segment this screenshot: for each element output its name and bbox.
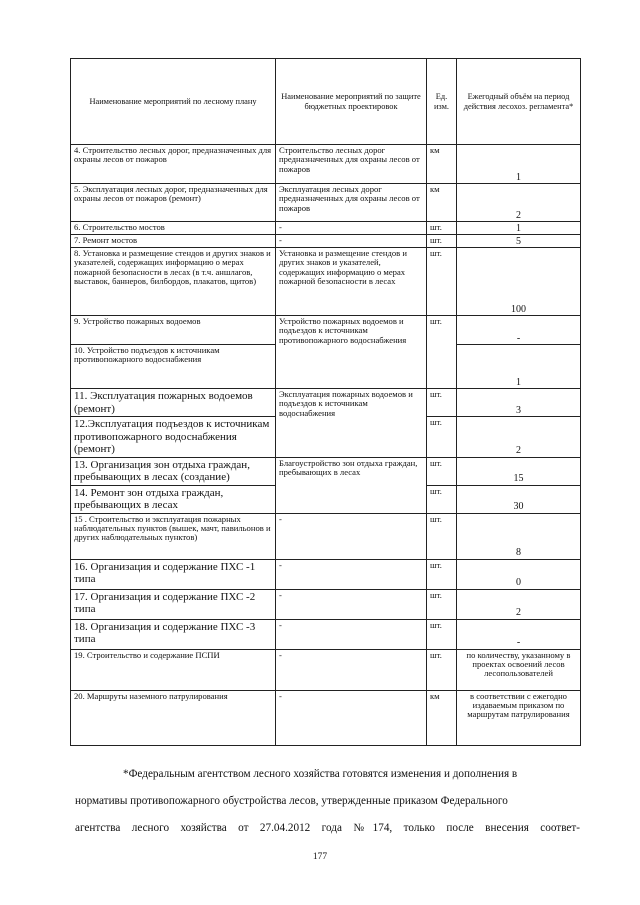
row-budget-measure: - <box>276 559 427 589</box>
row-budget-measure: Строительство лесных дорог предназначенных для охраны лесов от пожаров <box>276 145 427 184</box>
row-measure: 16. Организация и содержание ПХС -1 типа <box>71 559 276 589</box>
forest-fire-measures-table <box>70 58 581 746</box>
row-unit: шт. <box>427 389 457 417</box>
row-measure: 18. Организация и содержание ПХС -3 типа <box>71 619 276 649</box>
row-volume: 3 <box>457 389 581 417</box>
table-row <box>71 222 581 235</box>
row-budget-measure: - <box>276 649 427 690</box>
row-measure: 17. Организация и содержание ПХС -2 типа <box>71 589 276 619</box>
row-budget-measure: - <box>276 589 427 619</box>
row-measure: 6. Строительство мостов <box>71 222 276 235</box>
row-volume: 1 <box>457 145 581 184</box>
row-volume: 0 <box>457 559 581 589</box>
row-unit: шт. <box>427 316 457 389</box>
row-volume: - <box>457 619 581 649</box>
row-measure: 9. Устройство пожарных водоемов <box>71 316 276 345</box>
row-volume: - <box>457 316 581 345</box>
table-row <box>71 145 581 184</box>
table-row <box>71 389 581 417</box>
row-budget-measure: - <box>276 690 427 745</box>
row-measure: 15 . Строительство и эксплуатация пожарных наблюдательных пунктов (вышек, мачт, павильонов и других наблюдательных пунктов) <box>71 513 276 559</box>
row-volume: 1 <box>457 345 581 389</box>
header-budget-measure: Наименование мероприятий по защите бюджетных проектировок <box>276 59 427 145</box>
table-row <box>71 690 581 745</box>
row-budget-measure: - <box>276 619 427 649</box>
row-unit: км <box>427 184 457 222</box>
header-forest-plan-measure: Наименование мероприятий по лесному плану <box>71 59 276 145</box>
row-unit: шт. <box>427 222 457 235</box>
row-unit: шт. <box>427 248 457 316</box>
row-budget-measure: Эксплуатация лесных дорог предназначенных для охраны лесов от пожаров <box>276 184 427 222</box>
table-header-row <box>71 59 581 145</box>
row-measure: 19. Строительство и содержание ПСПИ <box>71 649 276 690</box>
row-unit: шт. <box>427 619 457 649</box>
row-volume: 5 <box>457 235 581 248</box>
row-budget-measure: Установка и размещение стендов и других знаков и указателей, содержащих информацию о мерах пожарной безопасности в лесах <box>276 248 427 316</box>
row-measure: 5. Эксплуатация лесных дорог, предназначенных для охраны лесов от пожаров (ремонт) <box>71 184 276 222</box>
row-budget-measure: Благоустройство зон отдыха граждан, пребывающих в лесах <box>276 457 427 513</box>
table-row <box>71 649 581 690</box>
footnote-line-3: агентства лесного хозяйства от 27.04.2012 года №174, только после внесения соответ- <box>75 822 580 834</box>
row-unit: шт. <box>427 457 457 485</box>
row-unit: км <box>427 145 457 184</box>
row-measure: 12.Эксплуатация подъездов к источникам противопожарного водоснабжения (ремонт) <box>71 417 276 458</box>
row-unit: км <box>427 690 457 745</box>
row-measure: 14. Ремонт зон отдыха граждан, пребывающих в лесах <box>71 485 276 513</box>
row-measure: 13. Организация зон отдыха граждан, пребывающих в лесах (создание) <box>71 457 276 485</box>
row-unit: шт. <box>427 589 457 619</box>
row-volume: 30 <box>457 485 581 513</box>
row-measure: 10. Устройство подъездов к источникам противопожарного водоснабжения <box>71 345 276 389</box>
row-measure: 20. Маршруты наземного патрулирования <box>71 690 276 745</box>
header-unit: Ед. изм. <box>427 59 457 145</box>
footnote-line-2: нормативы противопожарного обустройства лесов, утвержденные приказом Федерального <box>75 795 508 807</box>
row-volume: 2 <box>457 417 581 458</box>
row-budget-measure: - <box>276 235 427 248</box>
table-row <box>71 184 581 222</box>
table-row <box>71 619 581 649</box>
row-volume: 2 <box>457 589 581 619</box>
row-measure: 4. Строительство лесных дорог, предназначенных для охраны лесов от пожаров <box>71 145 276 184</box>
row-measure: 7. Ремонт мостов <box>71 235 276 248</box>
row-budget-measure: Устройство пожарных водоемов и подъездов к источникам противопожарного водоснабжения <box>276 316 427 389</box>
row-volume: 8 <box>457 513 581 559</box>
row-volume: 15 <box>457 457 581 485</box>
row-budget-measure: Эксплуатация пожарных водоемов и подъездов к источникам водоснабжения <box>276 389 427 458</box>
table-row <box>71 316 581 345</box>
row-unit: шт. <box>427 485 457 513</box>
table-row <box>71 235 581 248</box>
row-unit: шт. <box>427 649 457 690</box>
row-volume: в соответствии с ежегодно издаваемым приказом по маршрутам патрулирования <box>457 690 581 745</box>
page-number: 177 <box>312 852 328 862</box>
row-unit: шт. <box>427 559 457 589</box>
row-unit: шт. <box>427 235 457 248</box>
row-volume: 100 <box>457 248 581 316</box>
row-volume: 1 <box>457 222 581 235</box>
table-row <box>71 513 581 559</box>
row-measure: 11. Эксплуатация пожарных водоемов (ремонт) <box>71 389 276 417</box>
table-row <box>71 589 581 619</box>
table-row <box>71 559 581 589</box>
row-unit: шт. <box>427 513 457 559</box>
header-annual-volume: Ежегодный объём на период действия лесохоз. регламента* <box>457 59 581 145</box>
row-budget-measure: - <box>276 222 427 235</box>
row-volume: по количеству, указанному в проектах освоений лесов лесопользователей <box>457 649 581 690</box>
row-budget-measure: - <box>276 513 427 559</box>
table-row <box>71 248 581 316</box>
row-unit: шт. <box>427 417 457 458</box>
row-measure: 8. Установка и размещение стендов и других знаков и указателей, содержащих информацию о мерах пожарной безопасности в лесах (в т.ч. аншлагов, выставок, баннеров, билбордов, плакатов, щитов) <box>71 248 276 316</box>
table-row <box>71 457 581 485</box>
footnote-line-1: *Федеральным агентством лесного хозяйства готовятся изменения и дополнения в <box>123 768 518 780</box>
row-volume: 2 <box>457 184 581 222</box>
